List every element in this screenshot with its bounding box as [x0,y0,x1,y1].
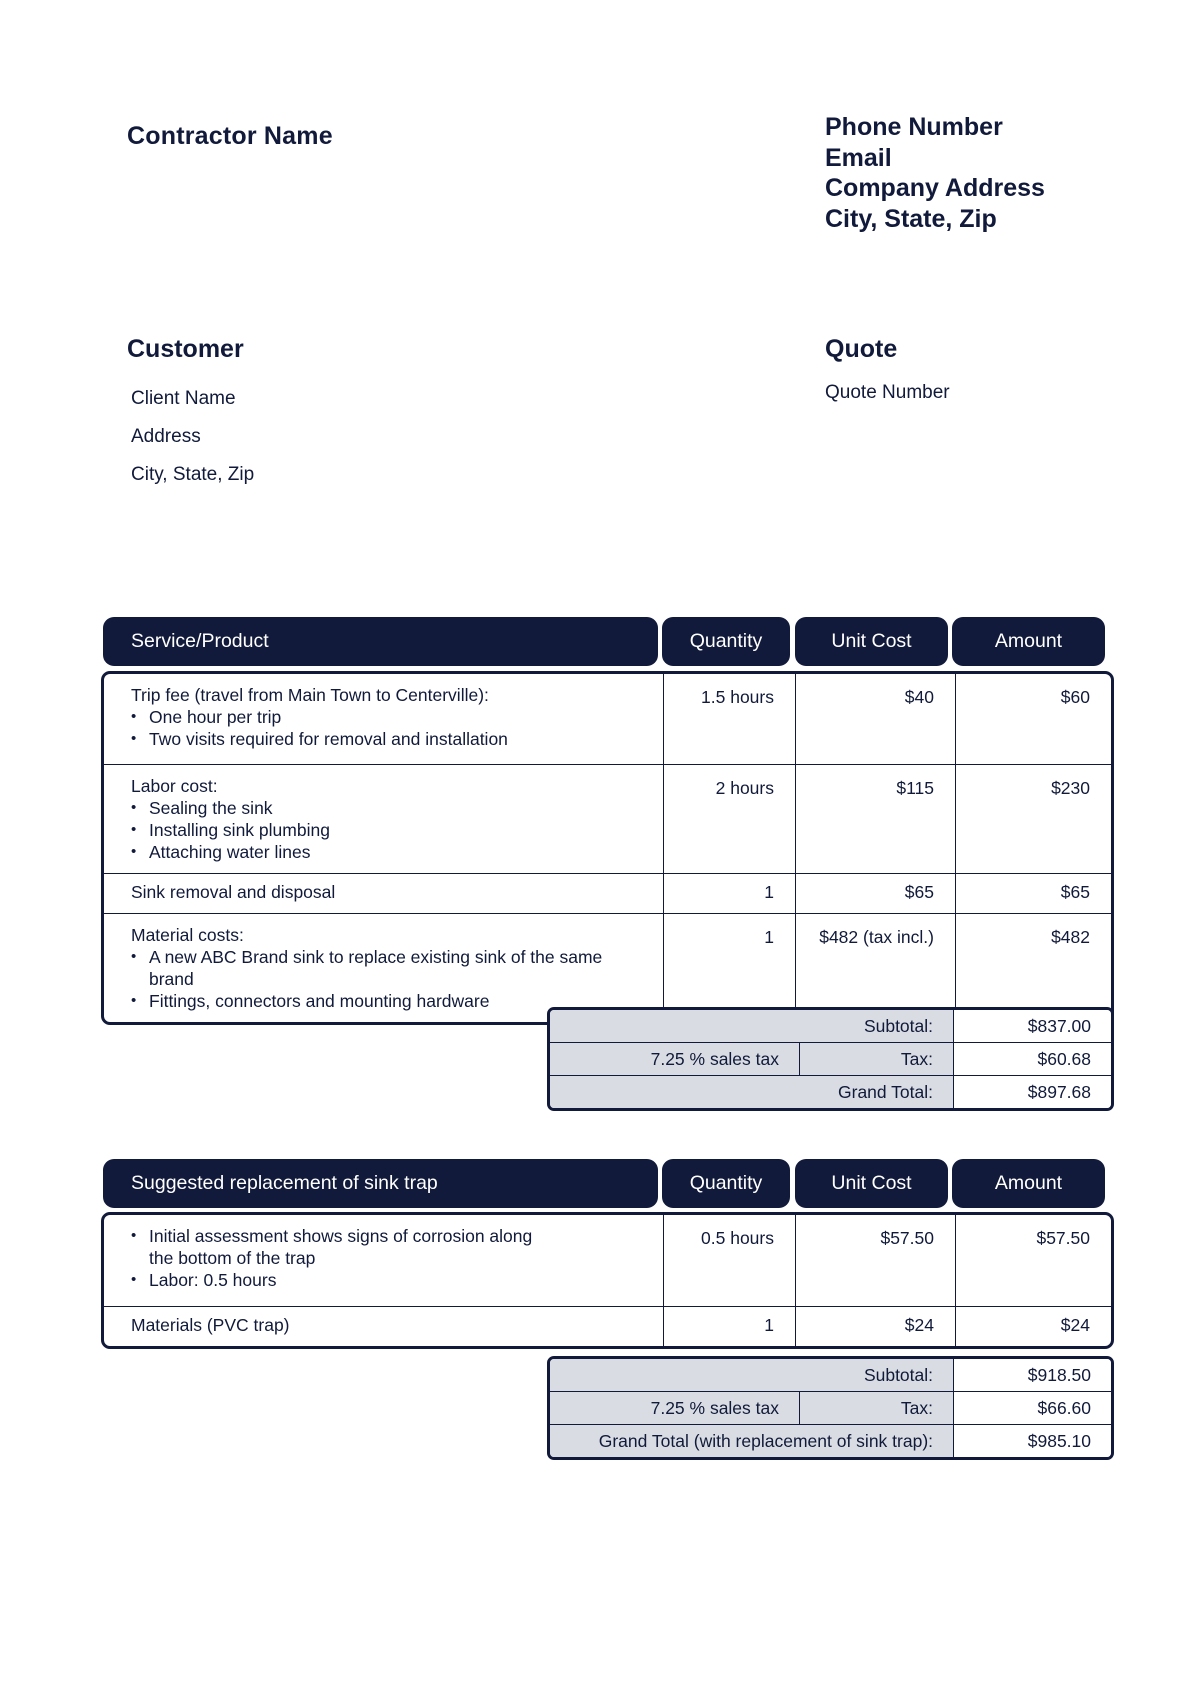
items-table-1 [101,671,1114,1025]
contact-address: Company Address [825,174,1045,202]
item-quantity: 1 [664,874,796,914]
item-description [104,1307,664,1346]
bullet-item: • Two visits required for removal and installation [149,728,651,750]
table-row [104,765,1111,874]
tax-label: Tax: [800,1392,954,1425]
header-quantity: Quantity [662,617,790,666]
item-title: Trip fee (travel from Main Town to Centerville): [131,685,489,705]
tax-label: Tax: [800,1043,954,1076]
header-amount: Amount [952,617,1105,666]
customer-city: City, State, Zip [131,464,255,485]
customer-address: Address [131,426,201,447]
tax-row [550,1043,1111,1076]
bullet-item: • Labor: 0.5 hours [149,1269,553,1291]
table-row [104,1215,1111,1307]
customer-info [131,380,254,494]
subtotal-label: Subtotal: [550,1010,954,1043]
bullet-item: • One hour per trip [149,706,651,728]
item-title: Sink removal and disposal [131,882,336,902]
item-amount: $482 [1051,927,1090,947]
item-description [104,914,664,1022]
subtotal-label: Subtotal: [550,1359,954,1392]
grand-total-label: Grand Total: [550,1076,954,1108]
tax-row [550,1392,1111,1425]
contact-city: City, State, Zip [825,204,997,233]
table-row [104,674,1111,765]
subtotal-row [550,1359,1111,1392]
contact-info [825,112,1045,234]
table-row [104,1307,1111,1346]
bullet-item: • Fittings, connectors and mounting hardware [149,990,651,1012]
bullet-item: • A new ABC Brand sink to replace existing sink of the same brand [149,946,651,990]
header-unit-cost-2: Unit Cost [795,1159,948,1208]
bullet-item: • Sealing the sink [149,797,651,819]
totals-table-1 [547,1007,1114,1111]
grand-total-row [550,1425,1111,1457]
item-unit-cost: $65 [796,874,956,914]
item-quantity: 2 hours [664,765,796,874]
item-amount: $65 [956,874,1111,914]
bullet-item: • Installing sink plumbing [149,819,651,841]
item-quantity: 1.5 hours [664,674,796,765]
item-unit-cost: $57.50 [796,1215,956,1307]
tax-rate: 7.25 % sales tax [550,1392,800,1425]
item-amount: $230 [956,765,1111,874]
tax-value: $66.60 [954,1392,1111,1425]
item-description [104,765,664,874]
quote-heading: Quote [825,335,898,363]
grand-total-value: $985.10 [954,1425,1111,1457]
item-title: Material costs: [131,925,244,945]
grand-total-row [550,1076,1111,1108]
grand-total-value: $897.68 [954,1076,1111,1108]
item-unit-cost: $115 [796,765,956,874]
customer-heading: Customer [127,335,244,363]
subtotal-value: $837.00 [954,1010,1111,1043]
subtotal-value: $918.50 [954,1359,1111,1392]
header-unit-cost: Unit Cost [795,617,948,666]
item-bullets [131,797,651,863]
items-table-2 [101,1212,1114,1349]
item-quantity: 1 [664,1307,796,1346]
tax-rate: 7.25 % sales tax [550,1043,800,1076]
quote-number: Quote Number [825,382,950,403]
item-description [104,674,664,765]
item-amount: $60 [956,674,1111,765]
item-quantity: 1 [664,914,796,1022]
table-row [104,874,1111,914]
bullet-item: • Attaching water lines [149,841,651,863]
contact-phone: Phone Number [825,113,1003,141]
bullet-item: • Initial assessment shows signs of corrosion along the bottom of the trap [149,1225,553,1269]
item-bullets [131,1225,553,1291]
item-description [104,874,664,914]
item-unit-cost: $40 [796,674,956,765]
item-amount: $24 [1060,1315,1090,1335]
header-quantity-2: Quantity [662,1159,790,1208]
item-unit-cost: $482 (tax incl.) [796,914,956,1022]
item-bullets [131,706,651,750]
grand-total-label: Grand Total (with replacement of sink trap): [550,1425,954,1457]
item-amount: $57.50 [956,1215,1111,1307]
totals-table-2 [547,1356,1114,1460]
customer-name: Client Name [131,388,236,409]
subtotal-row [550,1010,1111,1043]
item-title: Labor cost: [131,776,218,796]
contact-email: Email [825,143,892,172]
table-row [104,914,1111,1022]
header-service: Service/Product [103,617,658,666]
item-unit-cost: $24 [796,1307,956,1346]
item-description [104,1215,664,1307]
item-title: Materials (PVC trap) [131,1315,290,1335]
item-quantity: 0.5 hours [664,1215,796,1307]
item-bullets [131,946,651,1012]
header-amount-2: Amount [952,1159,1105,1208]
header-service-2: Suggested replacement of sink trap [103,1159,658,1208]
tax-value: $60.68 [954,1043,1111,1076]
contractor-name: Contractor Name [127,122,333,150]
